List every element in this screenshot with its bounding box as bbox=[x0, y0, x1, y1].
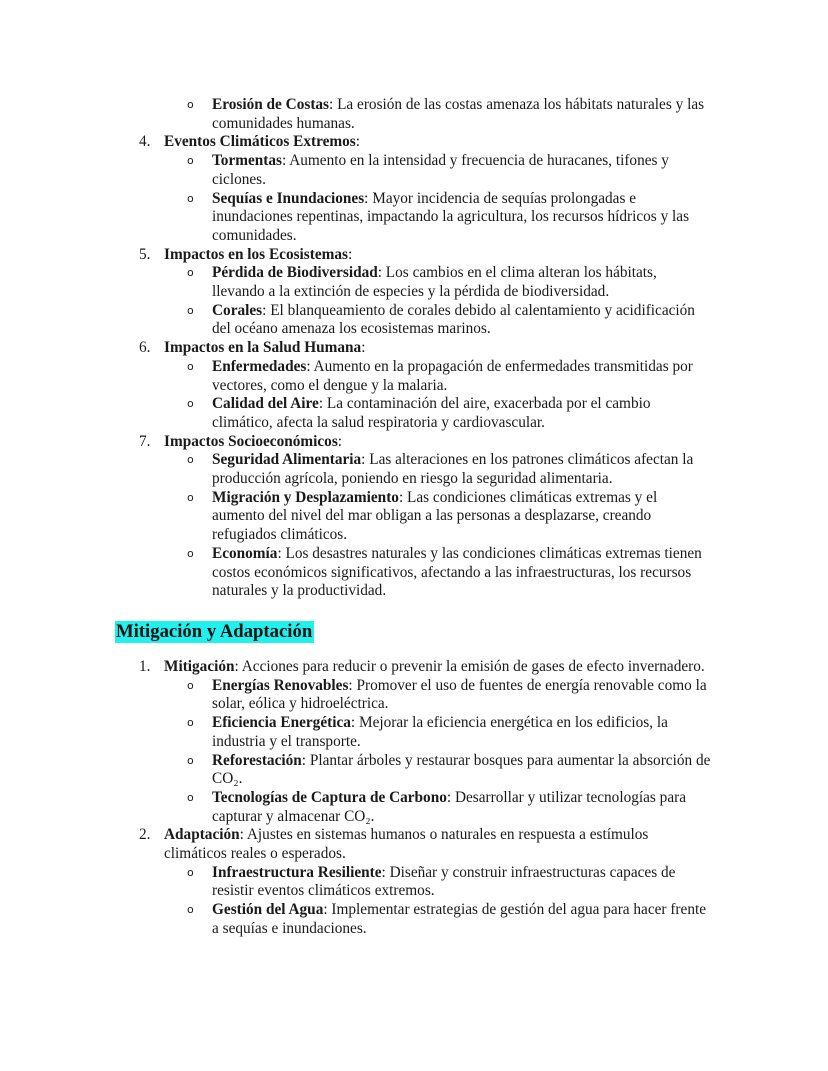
item-number: 6. bbox=[139, 339, 151, 357]
item-text: : bbox=[361, 339, 366, 357]
bullet-item bbox=[0, 752, 712, 789]
item-text: : Promover el uso de fuentes de energía renovable como la solar, eólica y hidroeléctrica. bbox=[212, 676, 707, 713]
item-term: Corales bbox=[212, 301, 263, 319]
item-term: Calidad del Aire bbox=[212, 395, 319, 413]
section-heading: Mitigación y Adaptación bbox=[116, 621, 313, 642]
item-term: Eficiencia Energética bbox=[212, 714, 351, 732]
bullet-item bbox=[0, 714, 712, 751]
item-text: : Aumento en la propagación de enfermedades transmitidas por vectores, como el dengue y la malaria. bbox=[212, 357, 693, 394]
item-text: : Las alteraciones en los patrones climáticos afectan la producción agrícola, poniendo en riesgo la seguridad alimentaria. bbox=[212, 451, 694, 488]
item-term: Sequías e Inundaciones bbox=[212, 189, 365, 207]
item-number: 5. bbox=[139, 245, 151, 263]
bullet-marker: o bbox=[187, 303, 194, 317]
item-text: : Las condiciones climáticas extremas y el aumento del nivel del mar obligan a las personas a desplazarse, creando refugiados climáticos. bbox=[212, 488, 658, 544]
item-text: : Mejorar la eficiencia energética en los edificios, la industria y el transporte. bbox=[212, 714, 668, 750]
bullet-item bbox=[0, 96, 712, 133]
item-term: Gestión del Agua bbox=[212, 901, 324, 919]
bullet-item bbox=[0, 677, 712, 714]
bullet-item bbox=[0, 358, 712, 395]
bullet-marker: o bbox=[187, 154, 194, 168]
item-text: : Los cambios en el clima alteran los hábitats, llevando a la extinción de especies y la pérdida de biodiversidad. bbox=[212, 264, 657, 301]
bullet-marker: o bbox=[187, 678, 194, 692]
bullet-item bbox=[0, 264, 712, 301]
numbered-item bbox=[0, 658, 712, 677]
item-text: : bbox=[337, 432, 343, 450]
bullet-item bbox=[0, 190, 712, 246]
bullet-marker: o bbox=[187, 490, 194, 504]
item-number: 4. bbox=[139, 133, 151, 151]
bullet-marker: o bbox=[187, 865, 194, 879]
item-text: : Implementar estrategias de gestión del agua para hacer frente a sequías e inundaciones. bbox=[212, 901, 707, 937]
bullet-item bbox=[0, 864, 712, 901]
item-term: Impactos en la Salud Humana bbox=[164, 339, 362, 357]
item-text: : Desarrollar y utilizar tecnologías para capturar y almacenar CO₂. bbox=[212, 788, 687, 825]
item-text: : La contaminación del aire, exacerbada por el cambio climático, afecta la salud respiratoria y cardiovascular. bbox=[212, 395, 651, 431]
item-number: 1. bbox=[139, 658, 151, 675]
bullet-marker: o bbox=[187, 397, 194, 411]
bullet-marker: o bbox=[187, 266, 194, 280]
item-text: : Los desastres naturales y las condiciones climáticas extremas tienen costos económicos significativos, afectando a las infraestructuras, los recursos naturales y la productividad. bbox=[212, 544, 702, 600]
numbered-item bbox=[0, 433, 712, 452]
item-term: Tormentas bbox=[212, 152, 282, 170]
numbered-item bbox=[0, 133, 712, 152]
bullet-marker: o bbox=[187, 716, 194, 730]
item-term: Impactos Socioeconómicos bbox=[164, 432, 338, 450]
bullet-marker: o bbox=[187, 790, 194, 804]
item-term: Tecnologías de Captura de Carbono bbox=[212, 788, 447, 806]
item-term: Impactos en los Ecosistemas bbox=[164, 245, 348, 263]
item-term: Reforestación bbox=[212, 751, 302, 769]
item-text: : Mayor incidencia de sequías prolongadas e inundaciones repentinas, impactando la agricultura, los recursos hídricos y las comunidades. bbox=[212, 189, 690, 244]
bullet-marker: o bbox=[187, 191, 194, 205]
item-term: Mitigación bbox=[164, 658, 235, 675]
item-text: : bbox=[347, 245, 353, 263]
item-term: Energías Renovables bbox=[212, 676, 349, 694]
bullet-item bbox=[0, 545, 712, 601]
bullet-marker: o bbox=[187, 98, 194, 111]
mitigation-list bbox=[0, 658, 828, 939]
item-term: Infraestructura Resiliente bbox=[212, 863, 382, 881]
item-term: Migración y Desplazamiento bbox=[212, 488, 399, 506]
item-text: : Aumento en la intensidad y frecuencia de huracanes, tifones y ciclones. bbox=[212, 152, 669, 188]
item-text: : Ajustes en sistemas humanos o naturales en respuesta a estímulos climáticos reales o esperados. bbox=[164, 826, 649, 863]
item-term: Pérdida de Biodiversidad bbox=[212, 264, 378, 282]
item-term: Erosión de Costas bbox=[212, 96, 330, 113]
item-term: Seguridad Alimentaria bbox=[212, 451, 362, 469]
bullet-marker: o bbox=[187, 903, 194, 917]
item-number: 7. bbox=[139, 432, 151, 450]
bullet-item bbox=[0, 395, 712, 432]
bullet-marker: o bbox=[187, 753, 194, 767]
item-term: Enfermedades bbox=[212, 357, 307, 375]
bullet-marker: o bbox=[187, 546, 194, 560]
item-text: : Diseñar y construir infraestructuras capaces de resistir eventos climáticos extremos. bbox=[212, 863, 676, 900]
item-number: 2. bbox=[139, 826, 151, 844]
impacts-list bbox=[0, 96, 828, 601]
numbered-item bbox=[0, 826, 712, 863]
numbered-item bbox=[0, 339, 712, 358]
item-text: : Acciones para reducir o prevenir la emisión de gases de efecto invernadero. bbox=[234, 658, 705, 675]
item-term: Economía bbox=[212, 544, 278, 562]
item-text: : La erosión de las costas amenaza los hábitats naturales y las comunidades humanas. bbox=[212, 96, 705, 132]
item-text: : bbox=[355, 133, 361, 151]
bullet-item bbox=[0, 789, 712, 826]
bullet-marker: o bbox=[187, 359, 194, 373]
bullet-marker: o bbox=[187, 453, 194, 467]
bullet-item bbox=[0, 489, 712, 545]
bullet-item bbox=[0, 901, 712, 938]
numbered-item bbox=[0, 246, 712, 265]
item-text: : Plantar árboles y restaurar bosques para aumentar la absorción de CO₂. bbox=[212, 751, 711, 788]
bullet-item bbox=[0, 302, 712, 339]
bullet-item bbox=[0, 451, 712, 488]
item-term: Adaptación bbox=[164, 826, 240, 844]
item-term: Eventos Climáticos Extremos bbox=[164, 133, 356, 151]
item-text: : El blanqueamiento de corales debido al calentamiento y acidificación del océano amenaza los ecosistemas marinos. bbox=[212, 301, 695, 338]
bullet-item bbox=[0, 152, 712, 189]
